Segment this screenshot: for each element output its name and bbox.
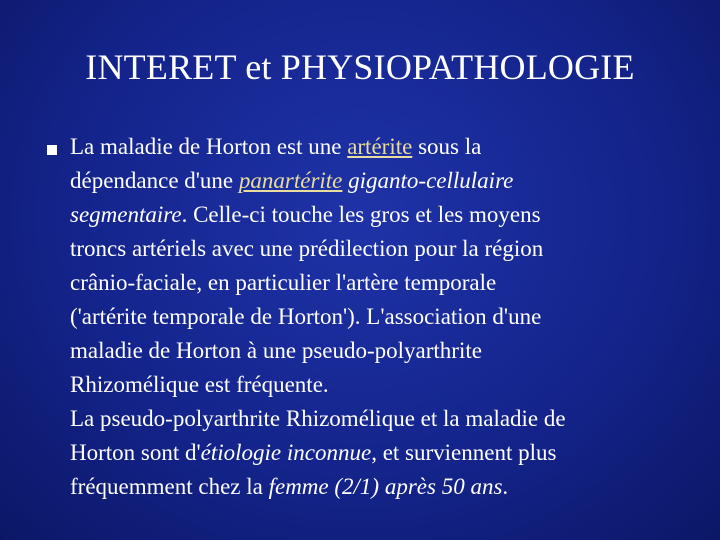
body-text-segment: .	[502, 474, 509, 499]
body-line	[70, 164, 685, 198]
link-panarterite[interactable]: panartérite	[238, 168, 343, 193]
body-text-segment: . Celle-ci touche les gros et les moyens	[181, 202, 541, 227]
italic-text: giganto-cellulaire	[348, 168, 514, 193]
bullet-square-icon	[47, 145, 57, 155]
italic-text: étiologie inconnue	[200, 440, 372, 465]
body-line	[70, 402, 685, 436]
body-text-segment: fréquemment chez la	[70, 474, 269, 499]
body-line	[70, 436, 685, 470]
body-text-segment: La maladie de Horton est une	[70, 134, 348, 159]
body-line	[70, 198, 685, 232]
body-line	[70, 266, 685, 300]
italic-text: femme (2/1) après 50 ans	[268, 474, 503, 499]
slide-body-text	[70, 130, 685, 504]
body-text-segment: Rhizomélique est fréquente.	[70, 372, 329, 397]
body-line	[70, 300, 685, 334]
body-text-segment: crânio-faciale, en particulier l'artère temporale	[70, 270, 497, 295]
italic-text: segmentaire	[70, 202, 182, 227]
body-text-segment: Horton sont d'	[70, 440, 201, 465]
link-arterite[interactable]: artérite	[347, 134, 413, 159]
body-text-segment: La pseudo-polyarthrite Rhizomélique et la maladie de	[70, 406, 566, 431]
body-text-segment: , et surviennent plus	[371, 440, 557, 465]
body-text-segment: dépendance d'une	[70, 168, 239, 193]
body-text-segment: troncs artériels avec une prédilection pour la région	[70, 236, 544, 261]
body-line	[70, 334, 685, 368]
body-line	[70, 232, 685, 266]
body-line	[70, 470, 685, 504]
body-text-segment: sous la	[412, 134, 482, 159]
body-text-segment: ('artérite temporale de Horton'). L'association d'une	[70, 304, 542, 329]
body-text-segment: maladie de Horton à une pseudo-polyarthrite	[70, 338, 482, 363]
body-line	[70, 368, 685, 402]
body-line	[70, 130, 685, 164]
slide-title: INTERET et PHYSIOPATHOLOGIE	[85, 47, 635, 87]
